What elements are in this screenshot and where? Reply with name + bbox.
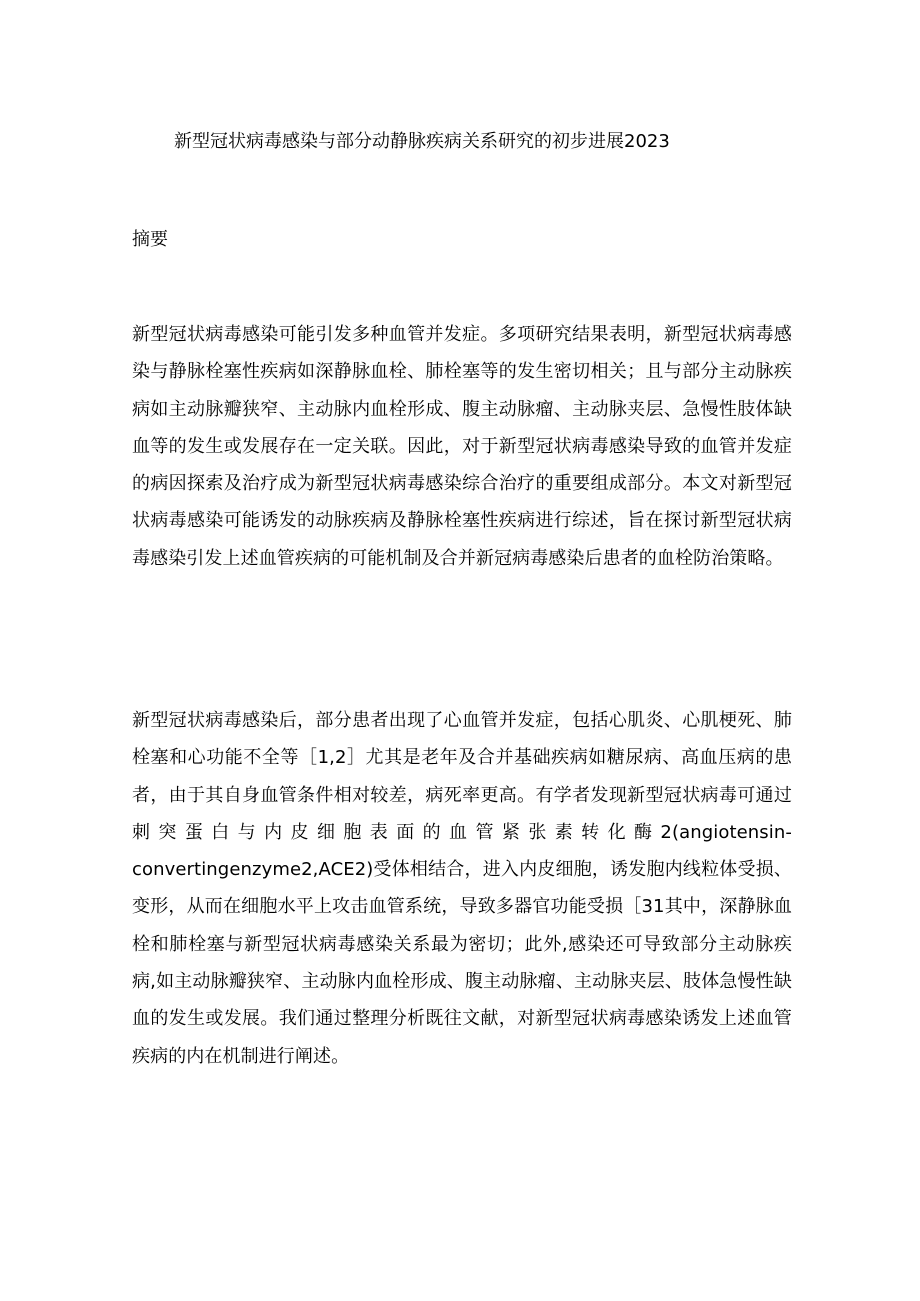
- document-title: 新型冠状病毒感染与部分动静脉疾病关系研究的初步进展2023: [174, 131, 670, 152]
- body-paragraph: 新型冠状病毒感染后，部分患者出现了心血管并发症，包括心肌炎、心肌梗死、肺栓塞和心功能不全等［1,2］尤其是老年及合并基础疾病如糖尿病、高血压病的患者，由于其自身血管条件相对较差，病死率更高。有学者发现新型冠状病毒可通过刺突蛋白与内皮细胞表面的血管紧张素转化酶2(angiotensin-convertingenzyme2,ACE2)受体相结合，进入内皮细胞，诱发胞内线粒体受损、变形，从而在细胞水平上攻击血管系统，导致多器官功能受损［31其中，深静脉血栓和肺栓塞与新型冠状病毒感染关系最为密切；此外,感染还可导致部分主动脉疾病,如主动脉瓣狭窄、主动脉内血栓形成、腹主动脉瘤、主动脉夹层、肢体急慢性缺血的发生或发展。我们通过整理分析既往文献，对新型冠状病毒感染诱发上述血管疾病的内在机制进行阐述。: [132, 710, 792, 1067]
- abstract-paragraph: 新型冠状病毒感染可能引发多种血管并发症。多项研究结果表明，新型冠状病毒感染与静脉栓塞性疾病如深静脉血栓、肺栓塞等的发生密切相关；且与部分主动脉疾病如主动脉瓣狭窄、主动脉内血栓形成、腹主动脉瘤、主动脉夹层、急慢性肢体缺血等的发生或发展存在一定关联。因此，对于新型冠状病毒感染导致的血管并发症的病因探索及治疗成为新型冠状病毒感染综合治疗的重要组成部分。本文对新型冠状病毒感染可能诱发的动脉疾病及静脉栓塞性疾病进行综述，旨在探讨新型冠状病毒感染引发上述血管疾病的可能机制及合并新冠病毒感染后患者的血栓防治策略。: [132, 324, 792, 569]
- abstract-heading: 摘要: [132, 229, 168, 250]
